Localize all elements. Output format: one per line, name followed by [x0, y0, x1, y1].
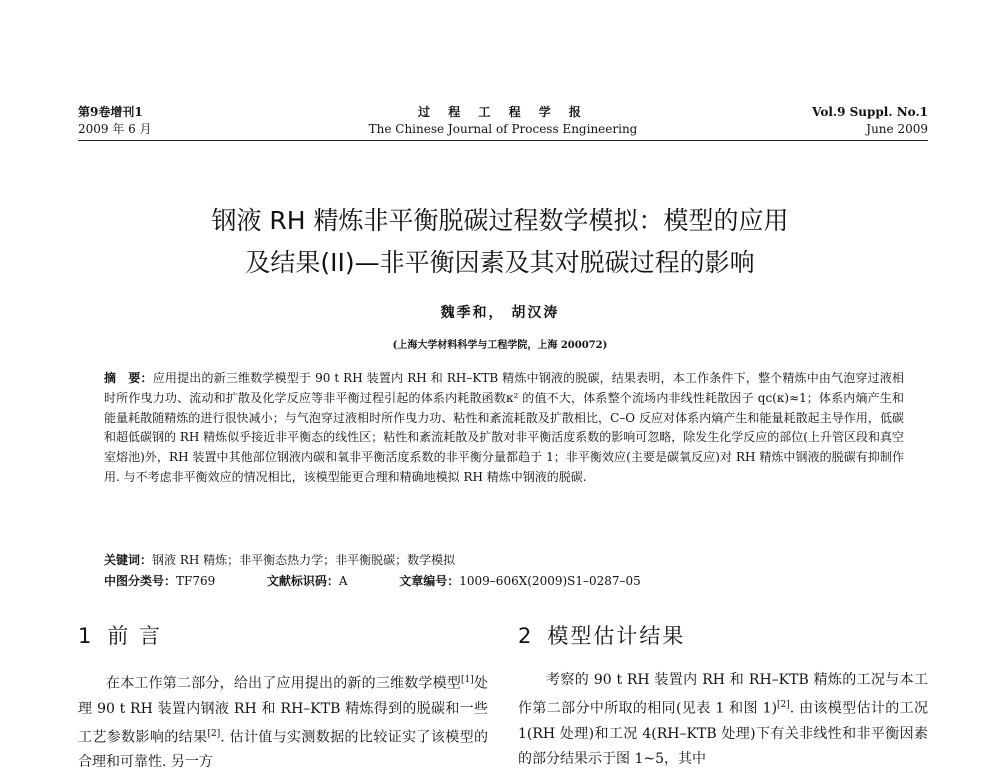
date-cn: 2009 年 6 月	[78, 122, 152, 136]
s1-text-b: 处理 90 t RH 装置内钢液 RH 和 RH–KTB 精炼得到的脱碳和一些工艺参数影响的结果	[78, 675, 488, 746]
doc-code-value: A	[338, 574, 348, 588]
authors: 魏季和， 胡汉涛	[440, 305, 560, 321]
s2-text-a: 考察的 90 t RH 装置内 RH 和 RH–KTB 精炼的工况与本工作第二部分中所取的相同(见表 1 和图 1)	[518, 672, 928, 717]
title-line-2: 及结果(II)—非平衡因素及其对脱碳过程的影响	[245, 248, 755, 277]
section-1-number: 1	[78, 624, 94, 648]
section-1-title: 前 言	[107, 624, 163, 648]
keywords-text: 钢液 RH 精炼；非平衡态热力学；非平衡脱碳；数学模拟	[152, 553, 456, 567]
section-1-paragraph	[78, 668, 488, 775]
left-column	[78, 620, 488, 775]
abstract-text: 应用提出的新三维数学模型于 90 t RH 装置内 RH 和 RH–KTB 精炼中钢液的脱碳，结果表明，本工作条件下，整个精炼中由气泡穿过液相时所作曳力功、流动和扩散及化学反应等非平衡过程引起的体系内耗散函数κ² 的值不大，体系整个流场内非线性耗散因子 qc(κ)≈1；体系内熵产生和能量耗散随精炼的进行很快减小；与气泡穿过液相时所作曳力功、粘性和紊流耗散及扩散相比，C–O 反应对体系内熵产生和能量耗散起主导作用，低碳和超低碳钢的 RH 精炼似乎接近非平衡态的线性区；粘性和紊流耗散及扩散对非平衡活度系数的影响可忽略，除发生化学反应的部位(上升管区段和真空室熔池)外，RH 装置中其他部位钢液内碳和氧非平衡活度系数的非平衡分量都趋于 1；非平衡效应(主要是碳氧反应)对 RH 精炼中钢液的脱碳有抑制作用. 与不考虑非平衡效应的情况相比，该模型能更合理和精确地模拟 RH 精炼中钢液的脱碳.	[104, 371, 904, 484]
citation-1[interactable]: [1]	[461, 675, 474, 685]
citation-2b[interactable]: [2]	[777, 700, 790, 710]
header-rule	[78, 140, 928, 141]
abstract	[104, 369, 904, 488]
doc-code-label: 文献标识码：	[266, 574, 339, 588]
s1-text-a: 在本工作第二部分，给出了应用提出的新的三维数学模型	[106, 675, 462, 692]
s2-text-b: . 由该模型估计的工况 1(RH 处理)和工况 4(RH–KTB 处理)下有关非线性和非平衡因素的部分结果示于图 1~5，其中	[518, 700, 928, 767]
section-2-title: 模型估计结果	[547, 624, 686, 648]
paper-title	[80, 200, 920, 284]
article-no-label: 文章编号：	[399, 574, 460, 588]
clc-label: 中图分类号：	[104, 574, 177, 588]
citation-2[interactable]: [2]	[207, 728, 221, 739]
keywords	[104, 551, 904, 568]
clc-value: TF769	[176, 574, 216, 588]
s1-text-c: . 估计值与实测数据的比较证实了该模型的合理和可靠性. 另一方	[78, 729, 488, 771]
section-2-paragraph	[518, 668, 928, 772]
journal-title-en: The Chinese Journal of Process Engineering	[368, 122, 638, 136]
journal-title-cn: 过 程 工 程 学 报	[418, 105, 588, 119]
volume-en: Vol.9 Suppl. No.1	[812, 105, 928, 119]
keywords-label: 关键词：	[104, 553, 153, 567]
affiliation: (上海大学材料科学与工程学院，上海 200072)	[392, 340, 608, 351]
volume-cn: 第9卷增刊1	[78, 105, 143, 119]
running-header	[78, 104, 928, 141]
section-2-heading	[518, 620, 928, 650]
section-2-number: 2	[518, 624, 534, 648]
abstract-label: 摘 要：	[104, 371, 153, 385]
section-1-heading	[78, 620, 488, 650]
right-column	[518, 620, 928, 772]
article-no-value: 1009–606X(2009)S1–0287–05	[459, 574, 641, 588]
date-en: June 2009	[866, 122, 928, 136]
title-line-1: 钢液 RH 精炼非平衡脱碳过程数学模拟：模型的应用	[211, 206, 789, 235]
classification-line	[104, 572, 904, 589]
